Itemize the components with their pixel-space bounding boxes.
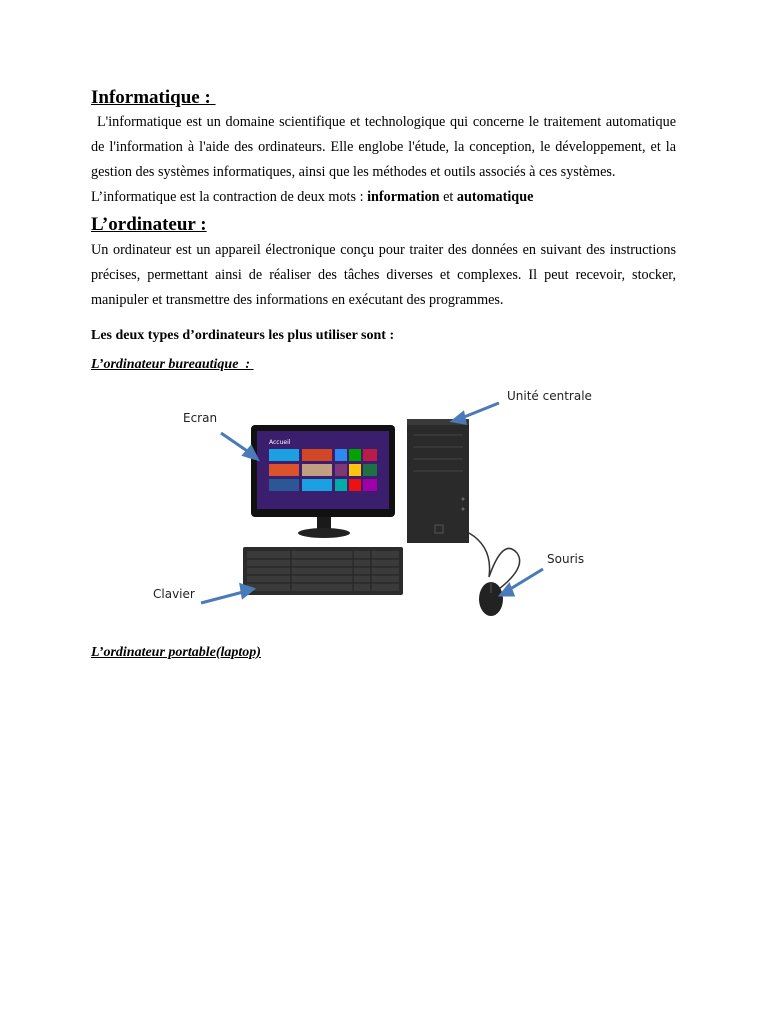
paragraph-informatique: L'informatique est un domaine scientifique et technologique qui concerne le traitement automatique de l'information à l'aide des ordinateurs. Elle englobe l'étude, la conception, le développement, et la gestion des systèmes informatiques, ainsi que les méthodes et outils associés à ces systèmes. — [91, 114, 676, 180]
label-central-unit: Unité centrale — [507, 389, 592, 403]
central-unit-icon — [407, 419, 469, 543]
label-screen: Ecran — [183, 411, 218, 425]
keyboard-icon — [243, 547, 403, 595]
connector-et: et — [439, 189, 457, 205]
monitor-icon — [251, 425, 395, 538]
word-automatique: automatique — [456, 189, 534, 205]
heading-ordinateur: L’ordinateur : — [91, 214, 207, 235]
screen-header: Accueil — [269, 439, 291, 446]
paragraph-contraction — [91, 185, 676, 210]
heading-informatique: Informatique : — [91, 87, 216, 108]
desktop-computer-figure — [143, 387, 613, 617]
desktop-heading: L’ordinateur bureautique : — [91, 357, 254, 372]
laptop-heading: L’ordinateur portable(laptop) — [91, 645, 261, 660]
contraction-prefix: L’informatique est la contraction de deux mots : — [91, 189, 368, 205]
label-keyboard: Clavier — [153, 587, 195, 601]
document-page — [91, 86, 676, 661]
word-information: information — [367, 189, 440, 205]
label-mouse: Souris — [547, 552, 585, 566]
mouse-icon — [469, 533, 520, 616]
types-heading: Les deux types d’ordinateurs les plus utiliser sont : — [91, 328, 395, 343]
paragraph-ordinateur: Un ordinateur est un appareil électronique conçu pour traiter des données en suivant des instructions précises, permettant ainsi de réaliser des tâches diverses et complexes. Il peut recevoir, stocker, manipuler et transmettre des informations en exécutant des programmes. — [91, 242, 676, 308]
